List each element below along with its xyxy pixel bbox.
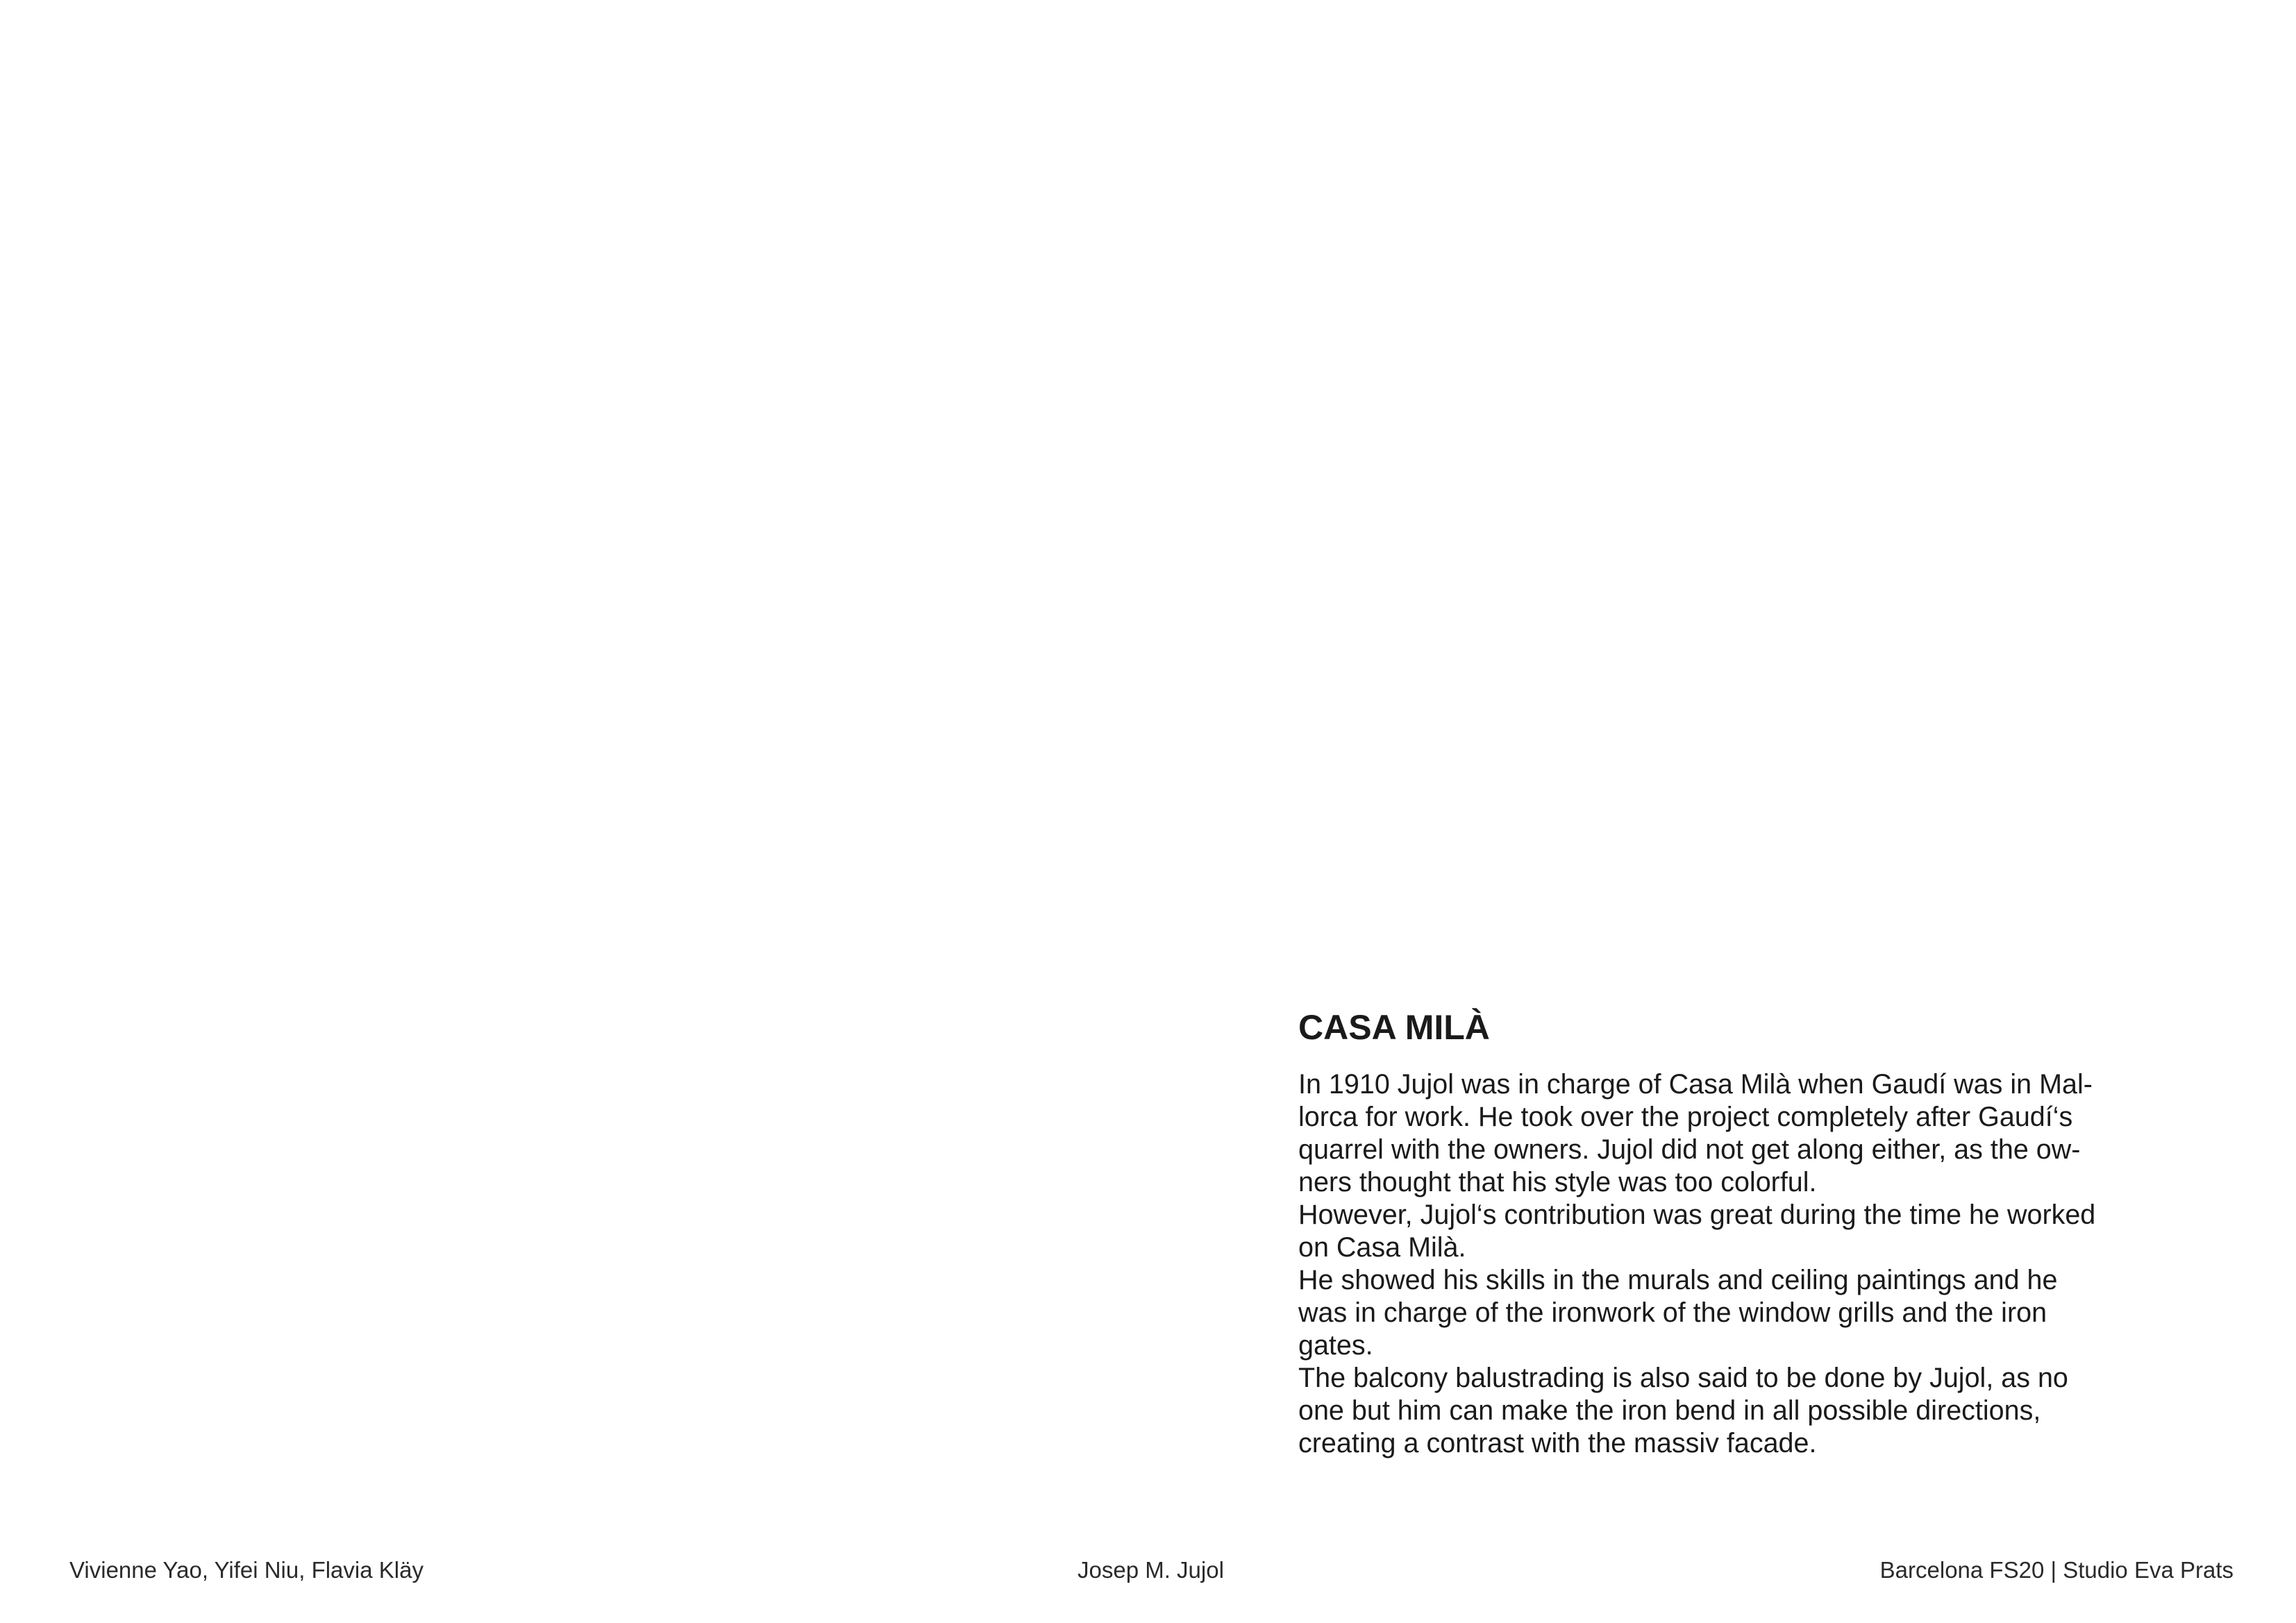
footer-course: Barcelona FS20 | Studio Eva Prats: [1879, 1557, 2234, 1583]
body-line: The balcony balustrading is also said to be done by Jujol, as no: [1298, 1363, 2068, 1393]
footer-authors: Vivienne Yao, Yifei Niu, Flavia Kläy: [69, 1557, 424, 1583]
body-line: gates.: [1298, 1330, 1373, 1361]
body-line: He showed his skills in the murals and ceiling paintings and he: [1298, 1265, 2058, 1295]
article-body: [1298, 1068, 2104, 1460]
body-line: In 1910 Jujol was in charge of Casa Milà when Gaudí was in Mal-: [1298, 1069, 2093, 1100]
body-line: on Casa Milà.: [1298, 1232, 1466, 1263]
body-line: quarrel with the owners. Jujol did not get along either, as the ow-: [1298, 1134, 2081, 1165]
body-line: one but him can make the iron bend in all possible directions,: [1298, 1395, 2041, 1426]
body-line: creating a contrast with the massiv facade.: [1298, 1428, 1817, 1458]
footer-subject: Josep M. Jujol: [1078, 1557, 1224, 1583]
article-title: CASA MILÀ: [1298, 1008, 1490, 1047]
article: [1298, 1003, 2104, 1460]
body-line: was in charge of the ironwork of the window grills and the iron: [1298, 1297, 2047, 1328]
body-line: ners thought that his style was too colorful.: [1298, 1167, 1817, 1197]
body-line: However, Jujol‘s contribution was great during the time he worked: [1298, 1200, 2096, 1230]
body-line: lorca for work. He took over the project completely after Gaudí‘s: [1298, 1102, 2073, 1132]
